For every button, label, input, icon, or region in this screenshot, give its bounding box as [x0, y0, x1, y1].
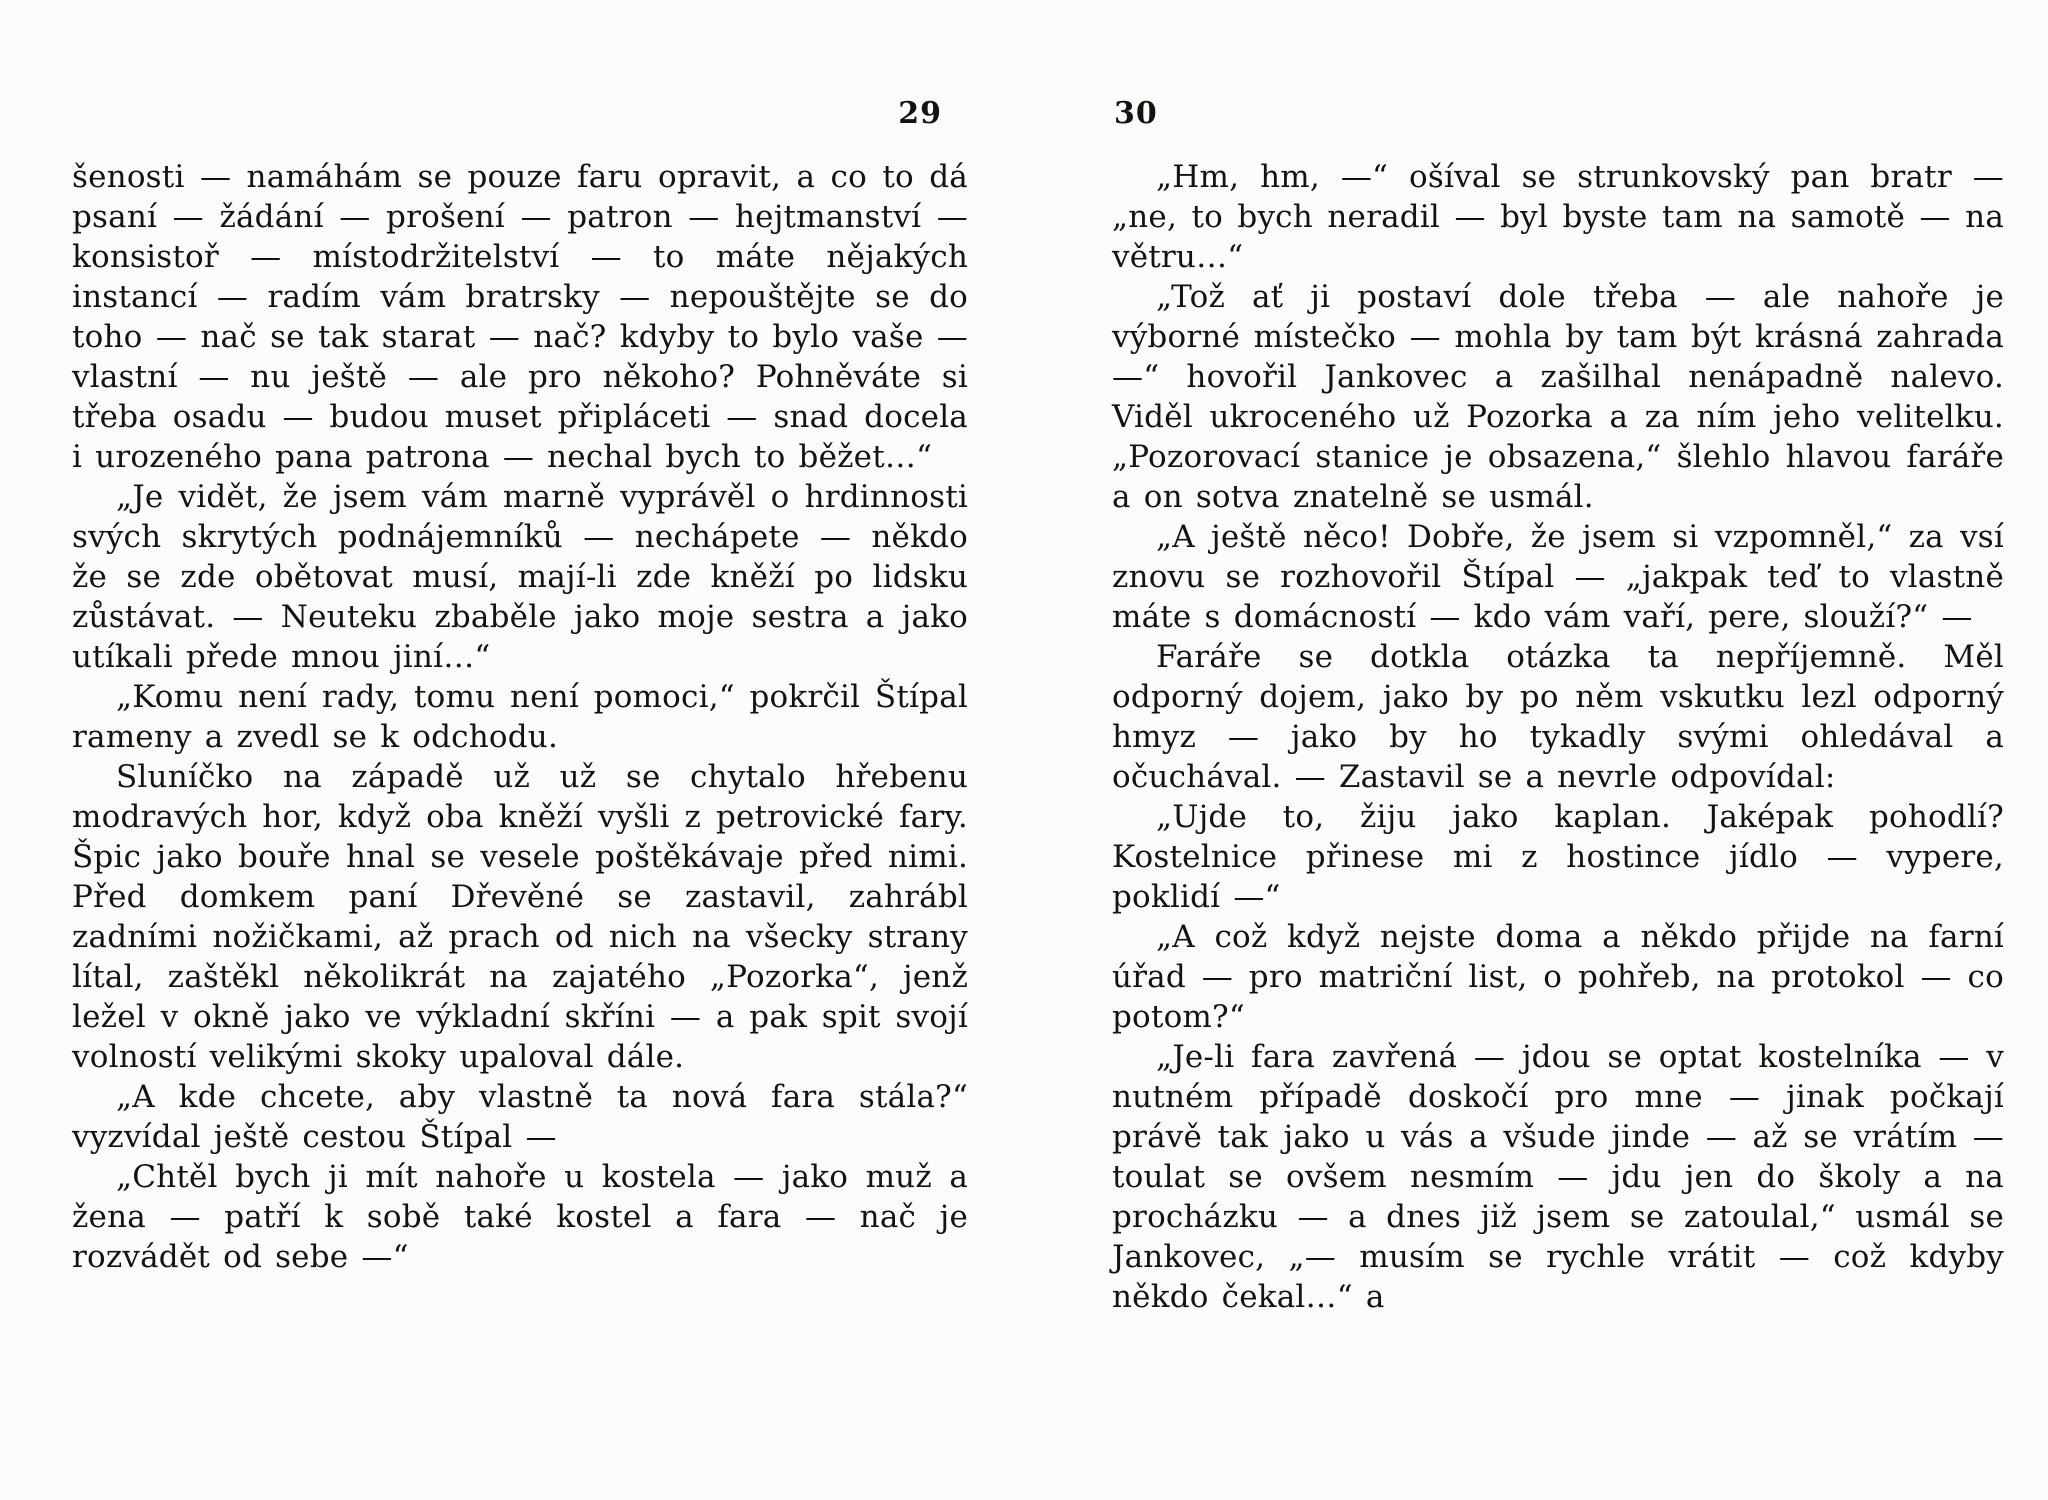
- paragraph: „Je vidět, že jsem vám marně vyprávěl o hrdinnosti svých skrytých podnájemníků — nechápete — někdo že se zde obětovat musí, mají-li zde kněží po lidsku zůstávat. — Neuteku zbaběle jako moje sestra a jako utíkali přede mnou jiní…“: [72, 479, 968, 675]
- paragraph: „Je-li fara zavřená — jdou se optat kostelníka — v nutném případě doskočí pro mne — jinak počkají právě tak jako u vás a všude jinde — až se vrátím — toulat se ovšem nesmím — jdu jen do školy a na procházku — a dnes již jsem se zatoulal,“ usmál se Jankovec, „— musím se rychle vrátit — což kdyby někdo čekal…“ a: [1112, 1039, 2004, 1315]
- page-29-text: [72, 157, 968, 1277]
- paragraph: „Tož ať ji postaví dole třeba — ale nahoře je výborné místečko — mohla by tam být krásná zahrada —“ hovořil Jankovec a zašilhal nenápadně nalevo. Viděl ukroceného už Pozorka a za ním jeho velitelku. „Pozorovací stanice je obsazena,“ šlehlo hlavou faráře a on sotva znatelně se usmál.: [1112, 279, 2004, 515]
- paragraph: „Ujde to, žiju jako kaplan. Jaképak pohodlí? Kostelnice přinese mi z hostince jídlo — vypere, poklidí —“: [1112, 799, 2004, 915]
- paragraph: „A ještě něco! Dobře, že jsem si vzpomněl,“ za vsí znovu se rozhovořil Štípal — „jakpak teď to vlastně máte s domácností — kdo vám vaří, pere, slouží?“ —: [1112, 519, 2004, 635]
- paragraph: „Chtěl bych ji mít nahoře u kostela — jako muž a žena — patří k sobě také kostel a fara — nač je rozvádět od sebe —“: [72, 1159, 968, 1275]
- paragraph: „Komu není rady, tomu není pomoci,“ pokrčil Štípal rameny a zvedl se k odchodu.: [72, 679, 968, 755]
- page-30-text: [1112, 157, 2004, 1317]
- page-number-29: 29: [898, 96, 942, 131]
- paragraph: Sluníčko na západě už už se chytalo hřebenu modravých hor, když oba kněží vyšli z petrovické fary. Špic jako bouře hnal se vesele poštěkávaje před nimi. Před domkem paní Dřevěné se zastavil, zahrábl zadními nožičkami, až prach od nich na všecky strany lítal, zaštěkl několikrát na zajatého „Pozorka“, jenž ležel v okně jako ve výkladní skříni — a pak spit svojí volností velikými skoky upaloval dále.: [72, 759, 968, 1075]
- paragraph: Faráře se dotkla otázka ta nepříjemně. Měl odporný dojem, jako by po něm vskutku lezl odporný hmyz — jako by ho tykadly svými ohledával a očuchával. — Zastavil se a nevrle odpovídal:: [1112, 639, 2004, 795]
- paragraph: „Hm, hm, —“ ošíval se strunkovský pan bratr — „ne, to bych neradil — byl byste tam na samotě — na větru…“: [1112, 159, 2004, 275]
- page-30: [1112, 96, 2004, 1317]
- page-number-30: 30: [1114, 96, 1158, 131]
- paragraph: „A kde chcete, aby vlastně ta nová fara stála?“ vyzvídal ještě cestou Štípal —: [72, 1079, 968, 1155]
- paragraph: „A což když nejste doma a někdo přijde na farní úřad — pro matriční list, o pohřeb, na protokol — co potom?“: [1112, 919, 2004, 1035]
- paragraph: šenosti — namáhám se pouze faru opravit, a co to dá psaní — žádání — prošení — patron — hejtmanství — konsistoř — místodržitelství — to máte nějakých instancí — radím vám bratrsky — nepouštějte se do toho — nač se tak starat — nač? kdyby to bylo vaše — vlastní — nu ještě — ale pro někoho? Pohněváte si třeba osadu — budou muset připláceti — snad docela i urozeného pana patrona — nechal bych to běžet…“: [72, 159, 968, 475]
- page-29: [72, 96, 968, 1277]
